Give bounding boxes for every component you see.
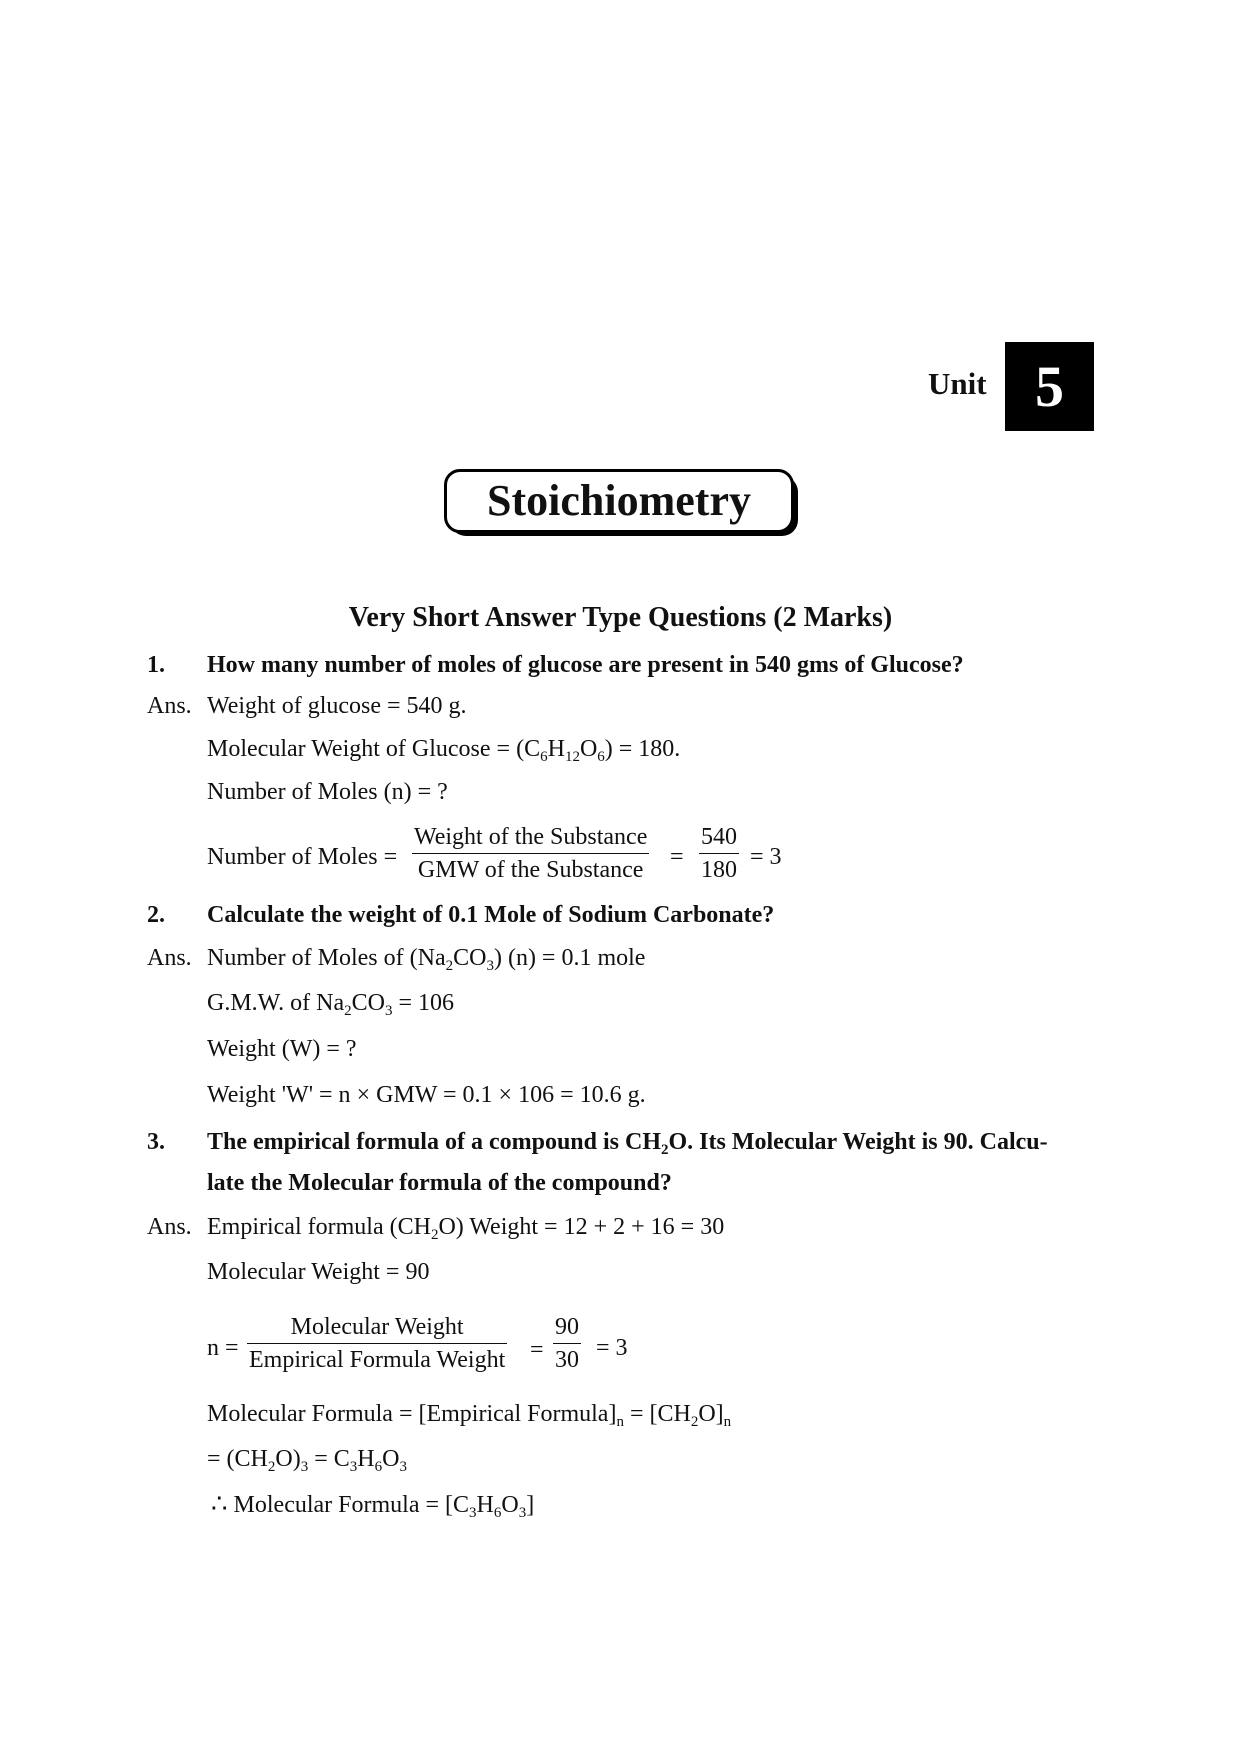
question-text: late the Molecular formula of the compound?: [207, 1170, 672, 1196]
answer-line: Weight (W) = ?: [207, 1036, 357, 1062]
question-number: 3.: [147, 1129, 165, 1155]
answer-line: Weight of glucose = 540 g.: [207, 693, 467, 719]
section-heading: Very Short Answer Type Questions (2 Marks): [348, 602, 893, 633]
answer-line: Molecular Formula = [Empirical $Formula]_n = [CH_2O]_n$: [207, 1401, 732, 1430]
chapter-title: Stoichiometry: [444, 469, 794, 533]
question-number: 1.: [147, 652, 165, 678]
fraction-bar: [247, 1343, 507, 1344]
question-number: 2.: [147, 902, 165, 928]
unit-label: Unit: [928, 366, 987, 401]
formula-label: n =: [207, 1335, 239, 1361]
answer-line: Empirical formula $(CH_2O)$ Weight = 12 + 2 + 16 = 30: [207, 1214, 725, 1243]
answer-line: Number of Moles (n) = ?: [207, 779, 448, 805]
unit-number-badge: 5: [1005, 342, 1094, 431]
formula-result: = 3: [750, 844, 782, 870]
answer-line: G.M.W. of $Na_2CO_3 = 106$: [207, 990, 454, 1019]
question-text: Calculate the weight of 0.1 Mole of Sodium Carbonate?: [207, 902, 775, 928]
answer-label: Ans.: [147, 1214, 192, 1240]
formula-label: Number of Moles =: [207, 844, 398, 870]
times-sign: ×: [356, 1082, 371, 1108]
question-text: The empirical formula of a compound is $CH_2O$. Its Molecular Weight is 90. Calcu-: [207, 1129, 1048, 1158]
fraction-denominator: 30: [555, 1347, 579, 1373]
formula-result: = 3: [596, 1335, 628, 1361]
fraction-numerator: Weight of the Substance: [414, 824, 648, 850]
question-text: How many number of moles of glucose are present in 540 gms of Glucose?: [207, 652, 964, 678]
fraction: [699, 822, 739, 885]
answer-label: Ans.: [147, 693, 192, 719]
fraction-denominator: GMW of the Substance: [417, 857, 644, 883]
fraction-numerator: 540: [701, 824, 737, 850]
answer-line: Molecular Weight of $Glucose = (C_6H_{12}O_6) = 180$.: [207, 736, 681, 765]
fraction-bar: [699, 853, 739, 854]
answer-line: Molecular Weight = 90: [207, 1259, 430, 1285]
answer-label: Ans.: [147, 945, 192, 971]
fraction-numerator: Molecular Weight: [290, 1314, 464, 1340]
answer-line: ∴ Molecular Formula = $[C_3H_6O_3]$: [211, 1489, 535, 1521]
fraction-denominator: Empirical Formula Weight: [249, 1347, 506, 1373]
answer-line: Weight 'W' = n × GMW = 0.1 × 106 = 10.6 g.: [207, 1082, 646, 1108]
fraction-numerator: 90: [555, 1314, 579, 1340]
fraction-bar: [553, 1343, 581, 1344]
fraction-bar: [412, 853, 649, 854]
fraction: [412, 822, 649, 885]
equals-sign: =: [530, 1337, 544, 1363]
fraction: [553, 1312, 581, 1375]
fraction-denominator: 180: [701, 857, 737, 883]
times-sign: ×: [498, 1082, 513, 1108]
therefore-symbol: ∴: [211, 1489, 228, 1518]
equals-sign: =: [670, 844, 684, 870]
fraction: [247, 1312, 507, 1375]
answer-line: = $(CH_2O)_3 = C_3H_6O_3$: [207, 1446, 407, 1475]
answer-line: Number of Moles of $(Na_2CO_3) (n) = 0.1$ mole: [207, 945, 646, 974]
